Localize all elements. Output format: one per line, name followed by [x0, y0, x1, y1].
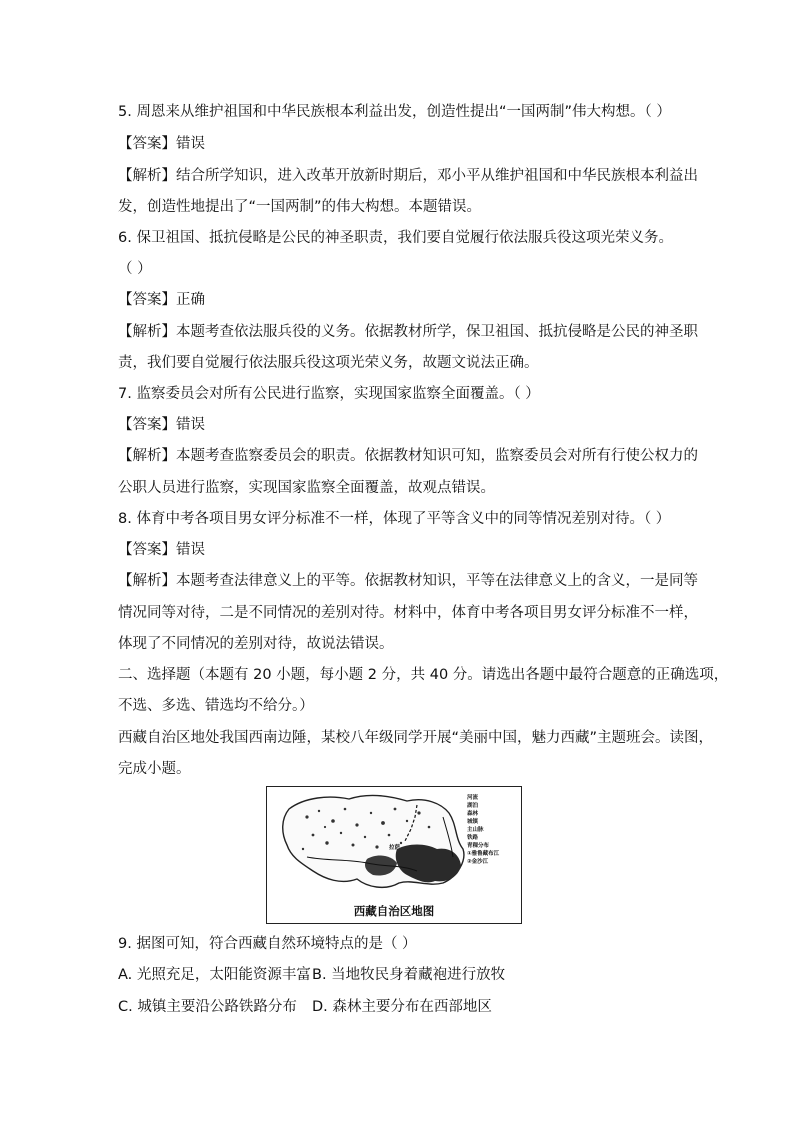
question-6-analysis-line-2: 责，我们要自觉履行依法服兵役这项光荣义务，故题文说法正确。	[118, 355, 539, 371]
section-2-heading-line-1: 二、选择题（本题有 20 小题，每小题 2 分，共 40 分。请选出各题中最符合题意的正确选项，	[118, 667, 729, 683]
section-2-heading-line-2: 不选、多选、错选均不给分。）	[118, 698, 314, 714]
legend-lake: 湖泊	[467, 803, 479, 809]
question-8-analysis-line-1: 【解析】本题考查法律意义上的平等。依据教材知识，平等在法律意义上的含义，一是同等	[118, 573, 698, 589]
question-6-analysis-line-1: 【解析】本题考查依法服兵役的义务。依据教材所学，保卫祖国、抵抗侵略是公民的神圣职	[118, 324, 698, 340]
question-9-stem: 9. 据图可知，符合西藏自然环境特点的是（ ）	[118, 936, 417, 952]
tibet-map-figure	[266, 786, 522, 924]
question-8-analysis-line-3: 体现了不同情况的差别对待，故说法错误。	[118, 636, 394, 652]
question-9-option-b: B. 当地牧民身着藏袍进行放牧	[312, 967, 506, 983]
legend-forest: 森林	[467, 811, 479, 817]
map-caption: 西藏自治区地图	[353, 904, 435, 918]
question-6-stem-line-1: 6. 保卫祖国、抵抗侵略是公民的神圣职责，我们要自觉履行依法服兵役这项光荣义务。	[118, 230, 673, 246]
question-5-analysis-line-1: 【解析】结合所学知识，进入改革开放新时期后，邓小平从维护祖国和中华民族根本利益出	[118, 168, 698, 184]
question-8-stem: 8. 体育中考各项目男女评分标准不一样，体现了平等含义中的同等情况差别对待。（ ）	[118, 511, 671, 527]
question-9-option-a: A. 光照充足，太阳能资源丰富	[118, 967, 311, 983]
legend-jinsha: ②金沙江	[467, 859, 489, 865]
legend-railway: 铁路	[467, 835, 479, 841]
question-7-stem: 7. 监察委员会对所有公民进行监察，实现国家监察全面覆盖。（ ）	[118, 386, 540, 402]
question-7-answer: 【答案】错误	[118, 417, 205, 433]
legend-yarlung: ①雅鲁藏布江	[467, 851, 500, 857]
question-8-answer: 【答案】错误	[118, 542, 205, 558]
question-5-analysis-line-2: 发，创造性地提出了“一国两制”的伟大构想。本题错误。	[118, 199, 482, 215]
intro-line-2: 完成小题。	[118, 761, 191, 777]
question-9-option-d: D. 森林主要分布在西部地区	[312, 999, 492, 1015]
legend-barley: 青稞分布	[467, 843, 490, 849]
question-5-answer: 【答案】错误	[118, 136, 205, 152]
question-6-stem-line-2: （ ）	[118, 261, 152, 277]
question-5-stem: 5. 周恩来从维护祖国和中华民族根本利益出发，创造性提出“一国两制”伟大构想。（ ）	[118, 104, 671, 120]
legend-town: 城镇	[467, 819, 479, 825]
intro-line-1: 西藏自治区地处我国西南边陲，某校八年级同学开展“美丽中国，魅力西藏”主题班会。读图，	[118, 730, 714, 746]
question-9-option-c: C. 城镇主要沿公路铁路分布	[118, 999, 297, 1015]
question-8-analysis-line-2: 情况同等对待，二是不同情况的差别对待。材料中，体育中考各项目男女评分标准不一样，	[118, 605, 698, 621]
question-7-analysis-line-2: 公职人员进行监察，实现国家监察全面覆盖，故观点错误。	[118, 480, 495, 496]
question-6-answer: 【答案】正确	[118, 292, 205, 308]
lhasa-label: 拉萨	[389, 845, 401, 851]
question-7-analysis-line-1: 【解析】本题考查监察委员会的职责。依据教材知识可知，监察委员会对所有行使公权力的	[118, 448, 698, 464]
legend-river: 河流	[467, 795, 479, 801]
legend-mountain: 主山脉	[467, 827, 484, 833]
